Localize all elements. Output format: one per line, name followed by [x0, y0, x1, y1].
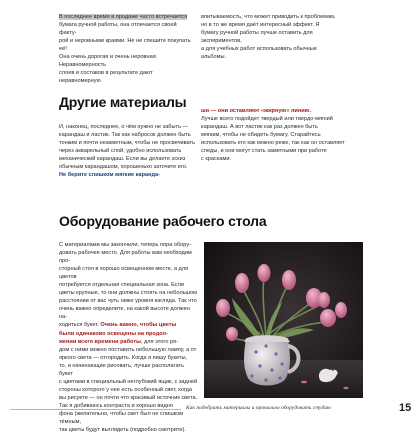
text-line: мягким, чтобы не обидеть бумагу. Старайтесь: [201, 132, 321, 139]
section1-right-column: [201, 107, 351, 163]
text-line: С материалами мы закончили, теперь пора обору-: [59, 242, 192, 248]
emphasis-line: ши — они оставляют «жирную» линию.: [201, 108, 312, 114]
top-right-column: [201, 13, 351, 61]
emphasis-line: были одинаково освещены на продол-: [59, 330, 168, 337]
text-line: карандаш и ластик. Так как набросок должен быть: [59, 132, 191, 139]
text-line: тонким и почти незаметным, чтобы не просвечивать: [59, 140, 196, 147]
tulip-still-life-illustration: [204, 242, 363, 398]
text-line: то, и начинающие рисовать, лучше располагать букет: [59, 362, 184, 377]
text-line: В последнее время в продаже часто встречается: [59, 14, 188, 20]
text-line: довать рабочее место. Для работы вам необходим про-: [59, 250, 192, 265]
text-line: бумагу ручной работы лучше оставить для экспериментов,: [201, 30, 313, 45]
top-left-column: [59, 13, 195, 85]
text-line: а для учебных работ использовать обычные: [201, 46, 317, 53]
section-heading-workspace-equipment: Оборудование рабочего стола: [59, 213, 267, 229]
text-line: бумага ручной работы, она отличается своей факту-: [59, 22, 177, 37]
text-line: следы, и они могут стать заметными при работе: [201, 148, 327, 155]
text-line: через акварельный слой, удобно использовать: [59, 148, 182, 155]
section1-left-column: [59, 123, 197, 179]
running-title: Как подобрать материалы и правильно оборудовать студию: [186, 405, 331, 411]
text-line: Она очень дорогая и очень неровная. Неравномерность: [59, 54, 158, 69]
footer-rule: [10, 409, 181, 410]
page-number: 15: [399, 402, 412, 414]
text-line: вы рисуете — он почти что красивый источник света.: [59, 394, 198, 401]
text-line: расстоянии от вас чуть ниже уровня взгляда. Так что: [59, 298, 197, 305]
text-line: потребуется отдельная специальная зона. Если: [59, 282, 184, 289]
text-line: использовать его как можно реже, так как он оставляет: [201, 140, 345, 147]
emphasis-line: жении всего времени работы, для этого ря-: [59, 338, 178, 345]
text-line: впитываемость, что может приводить к проблемам,: [201, 14, 336, 20]
text-line: с цветами в специальный неглубокий ящик, с задней: [59, 378, 198, 385]
text-line: И, наконец, последнее, о чём нужно не забыть —: [59, 124, 189, 130]
text-line: но в то же время даёт интересный эффект. Я: [201, 22, 320, 29]
text-line: сторный стол в хорошо освещенном месте, а для цветов: [59, 266, 189, 281]
text-line: Так я добиваюсь контраста и хорошо видно: [59, 402, 173, 409]
text-line: дом с ними можно поставить небольшую лампу, а от: [59, 346, 197, 353]
page-footer: [0, 404, 420, 420]
text-line: Лучше всего подойдет твердый или твердо-мягкий: [201, 116, 333, 123]
text-line: фона (желательно, чтобы свет был не слишком тёмным,: [59, 410, 184, 426]
photo-tulips-in-jug: [204, 242, 363, 398]
text-line: обычным карандашом, хорошенько заточите его.: [59, 164, 188, 171]
text-line: стороны которого у нее есть особенный свет, когда: [59, 386, 193, 393]
text-line: механический карандаш. Если вы делаете эскиз: [59, 156, 186, 163]
text-line: слоев и составов в результате дают неравномерную: [59, 70, 153, 85]
text-line: карандаш. А вот ластик как раз должен быть: [201, 124, 318, 131]
text-line: так цветы будут выглядеть (подробно смотрите).: [59, 427, 186, 434]
text-line: ходиться букет. Очень важно, чтобы цветы: [59, 322, 177, 329]
text-line: рой и неровными краями. Не не спешите покупать её!: [59, 38, 191, 53]
text-line: альбомы.: [201, 54, 227, 61]
text-line: с красками.: [201, 156, 232, 163]
text-line: цветы крупные, то они должны стоять на небольшом: [59, 290, 197, 297]
emphasis-line: Не берите слишком мягкие каранда-: [59, 172, 161, 179]
section-heading-other-materials: Другие материалы: [59, 94, 187, 110]
text-line: очень важно определите, на какой высоте должен на-: [59, 306, 190, 321]
text-line: яркого света — отгородить. Когда я пишу букеты,: [59, 354, 188, 361]
